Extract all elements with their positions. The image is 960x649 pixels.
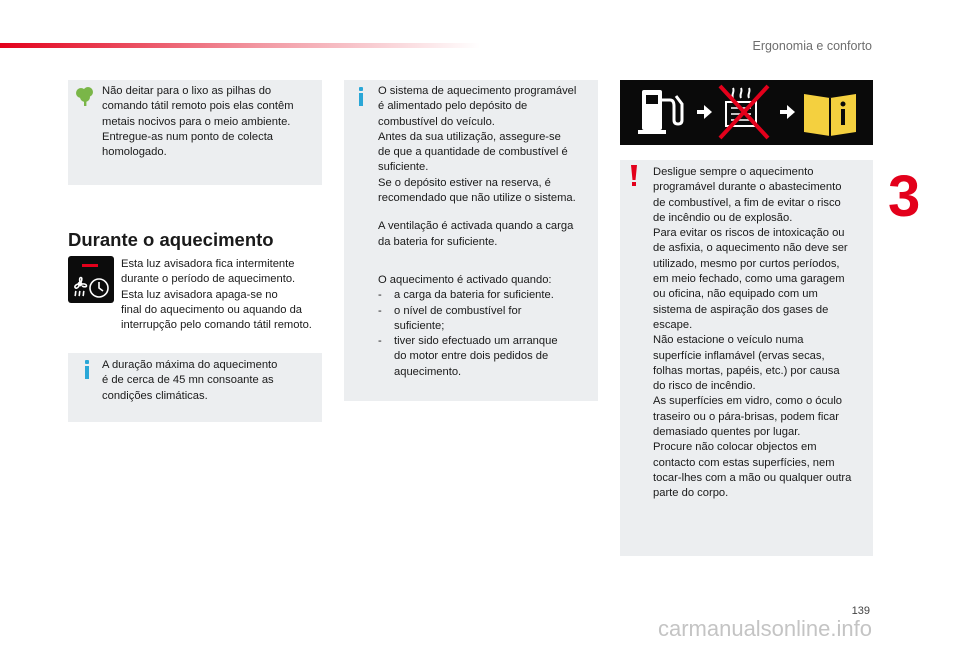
heater-indicator-icon <box>68 256 114 303</box>
system-note-line: suficiente. <box>378 161 429 174</box>
watermark: carmanualsonline.info <box>657 616 872 641</box>
warning-note-line: de combustível, a fim de evitar o risco <box>653 196 841 209</box>
chapter-number: 3 <box>888 164 921 229</box>
arrow-right-icon <box>697 105 712 119</box>
indicator-line: Esta luz avisadora fica intermitente <box>121 258 295 270</box>
info-icon-stem <box>359 93 363 106</box>
indicator-line: interrupção pelo comando tátil remoto. <box>121 319 312 332</box>
system-note-line: da bateria for suficiente. <box>378 235 498 248</box>
system-note-line: O sistema de aquecimento programável <box>378 85 577 97</box>
list-dash: - <box>378 289 382 302</box>
warning-note-line: Não estacione o veículo numa <box>653 334 804 347</box>
indicator-line: Esta luz avisadora apaga-se no <box>121 288 278 301</box>
duration-note-text <box>102 358 317 404</box>
warning-note-line: do risco de incêndio. <box>653 380 756 393</box>
system-note-line: combustível do veículo. <box>378 115 495 128</box>
system-note-line: Se o depósito estiver na reserva, é <box>378 176 551 189</box>
warning-note-line: programável durante o abastecimento <box>653 181 842 194</box>
list-dash: - <box>378 335 382 348</box>
eco-tree-icon <box>74 85 96 107</box>
duration-note-line: é de cerca de 45 mn consoante as <box>102 374 274 387</box>
refuel-warning-pictogram <box>620 80 873 145</box>
section-title: Ergonomia e conforto <box>752 39 872 53</box>
heating-crossed-icon <box>720 86 768 138</box>
list-item-text <box>394 288 554 303</box>
warning-note-line: ou oficina, não equipado com um <box>653 288 818 301</box>
warning-note-line: Para evitar os riscos de intoxicação ou <box>653 227 845 240</box>
list-item <box>378 304 596 335</box>
eco-note-line: metais nocivos para o meio ambiente. <box>102 115 291 128</box>
arrow-right-icon <box>780 105 795 119</box>
eco-note-line: Entregue-as num ponto de colecta <box>102 130 274 143</box>
system-note-line: é alimentado pelo depósito de <box>378 100 528 113</box>
warning-note-line: parte do corpo. <box>653 487 729 500</box>
warning-note-line: traseiro ou o pára-brisas, podem ficar <box>653 410 839 423</box>
system-note-line: de que a quantidade de combustível é <box>378 146 568 159</box>
fuel-pump-icon <box>638 90 682 134</box>
warning-note-line: utilizado, mesmo por curtos períodos, <box>653 257 840 270</box>
eco-note-text <box>102 84 317 160</box>
info-icon-dot <box>85 360 89 364</box>
eco-note-line: Não deitar para o lixo as pilhas do <box>102 85 272 97</box>
list-item-line: tiver sido efectuado um arranque <box>394 335 558 348</box>
info-icon-dot <box>359 87 363 91</box>
warning-note-line: de asfixia, o aquecimento não deve ser <box>653 242 848 255</box>
list-item-line: aquecimento. <box>394 365 462 378</box>
system-note-line: A ventilação é activada quando a carga <box>378 220 574 233</box>
warning-note-line: tocar-lhes com a mão ou qualquer outra <box>653 471 852 484</box>
warning-note-line: As superfícies em vidro, como o óculo <box>653 395 843 408</box>
warning-note-line: folhas mortas, papéis, etc.) por causa <box>653 364 840 377</box>
warning-note-line: contacto com estas superfícies, nem <box>653 456 835 469</box>
warning-exclamation-icon <box>630 165 638 187</box>
warning-note-line: superfície inflamável (ervas secas, <box>653 349 825 362</box>
indicator-line: final do aquecimento ou aquando da <box>121 303 303 316</box>
list-item-line: o nível de combustível for <box>394 304 522 317</box>
warning-note-line: demasiado quentes por lugar. <box>653 426 801 439</box>
duration-note-line: condições climáticas. <box>102 389 208 402</box>
warning-note-line: sistema de aspiração dos gases de <box>653 303 829 316</box>
eco-note-line: comando tátil remoto pois elas contêm <box>102 100 294 113</box>
list-item-text <box>394 334 558 380</box>
warning-note-line: em meio fechado, como uma garagem <box>653 273 845 286</box>
page-number: 139 <box>851 605 870 617</box>
top-accent-bar <box>0 43 480 48</box>
manual-book-icon <box>804 94 856 136</box>
list-item <box>378 334 596 380</box>
system-note-line: O aquecimento é activado quando: <box>378 273 552 286</box>
warning-note-line: Procure não colocar objectos em <box>653 441 817 454</box>
warning-note-line: Desligue sempre o aquecimento <box>653 166 814 178</box>
system-note-line: Antes da sua utilização, assegure-se <box>378 130 561 143</box>
eco-note-line: homologado. <box>102 146 167 159</box>
indicator-line: durante o período de aquecimento. <box>121 273 296 286</box>
list-item-line: do motor entre dois pedidos de <box>394 350 549 363</box>
system-note-text <box>378 84 596 380</box>
duration-note-line: A duração máxima do aquecimento <box>102 359 278 371</box>
section-heading: Durante o aquecimento <box>68 229 274 250</box>
list-item <box>378 288 596 303</box>
list-dash: - <box>378 304 382 317</box>
list-item-text <box>394 304 521 335</box>
warning-note-line: escape. <box>653 318 693 331</box>
warning-note-text <box>653 165 871 502</box>
info-icon <box>83 360 91 380</box>
info-icon <box>357 87 365 107</box>
system-note-line: recomendado que não utilize o sistema. <box>378 192 576 205</box>
info-icon-stem <box>85 366 89 379</box>
warning-note-line: de incêndio ou de explosão. <box>653 211 793 224</box>
list-item-line: a carga da bateria for suficiente. <box>394 289 554 302</box>
indicator-text <box>121 257 331 333</box>
list-item-line: suficiente; <box>394 319 445 332</box>
